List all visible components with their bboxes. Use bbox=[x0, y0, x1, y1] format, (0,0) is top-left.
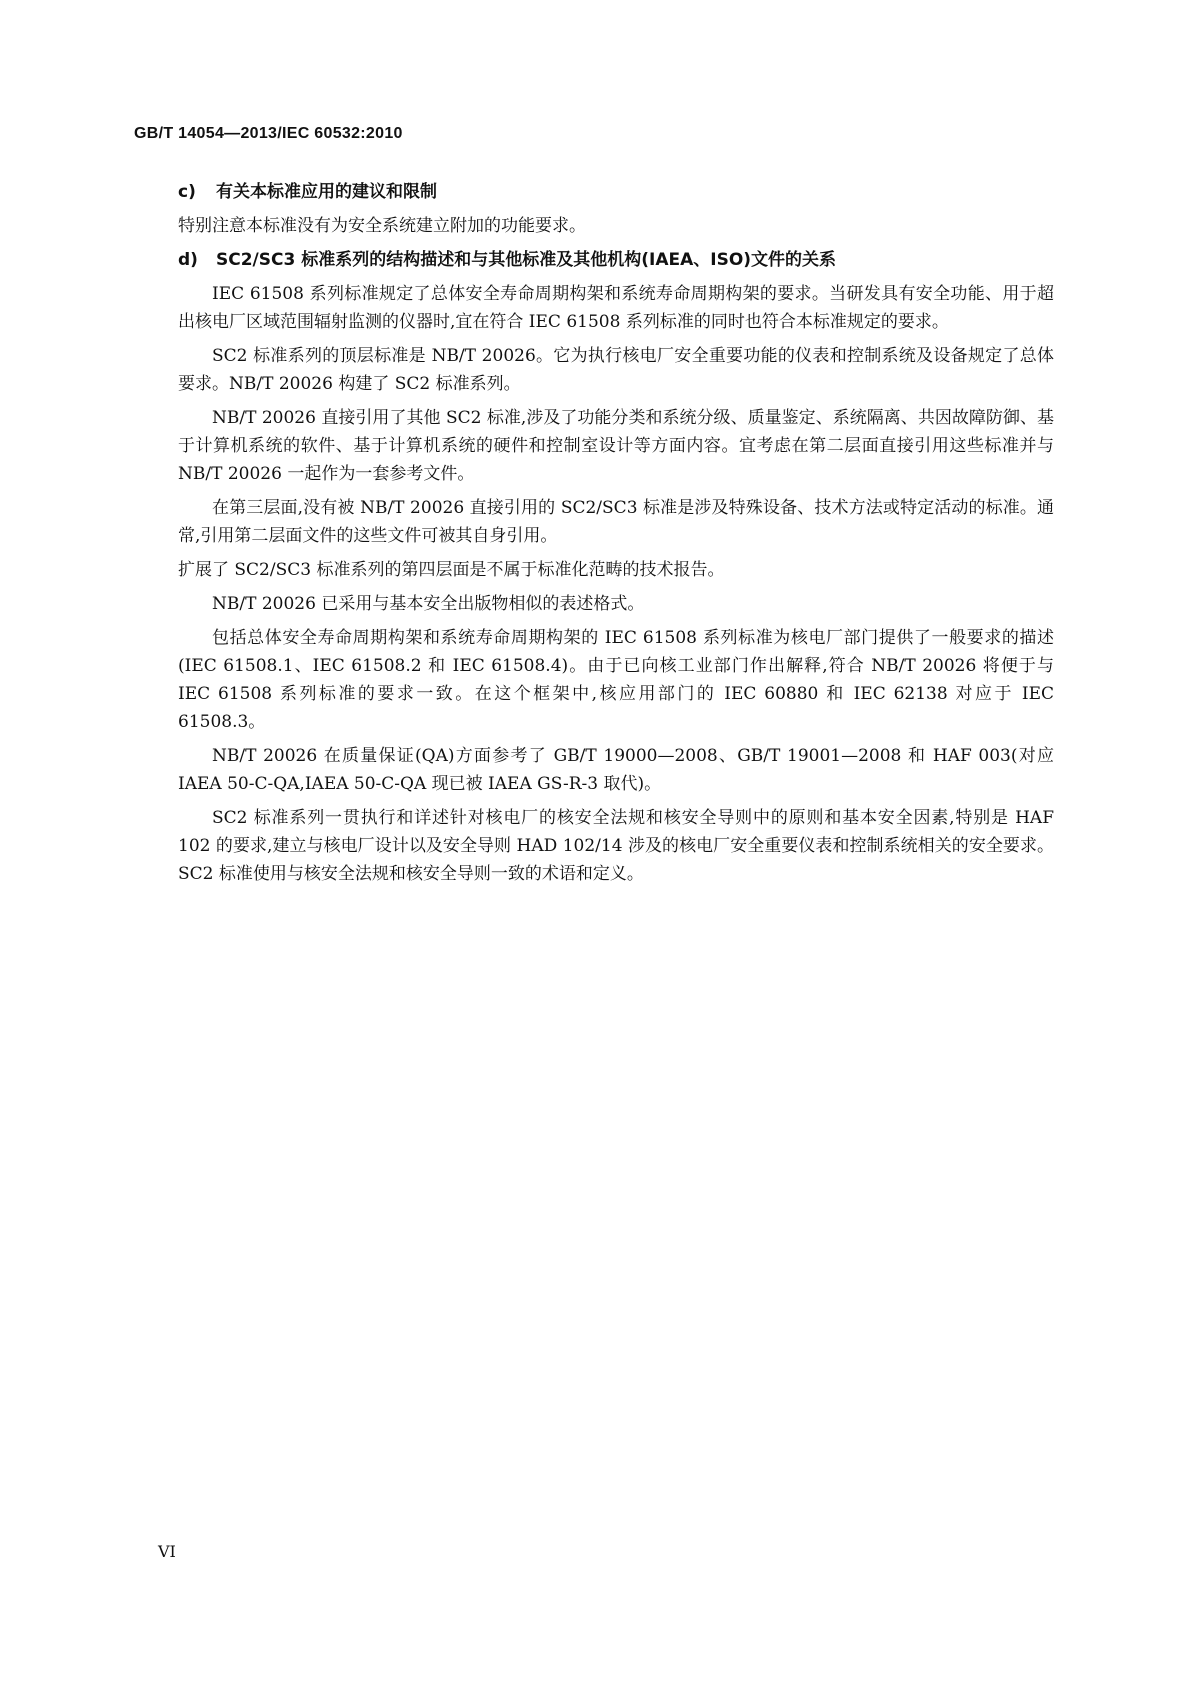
paragraph: NB/T 20026 已采用与基本安全出版物相似的表述格式。 bbox=[212, 594, 645, 614]
paragraph: SC2 标准系列一贯执行和详述针对核电厂的核安全法规和核安全导则中的原则和基本安全因素,特别是 HAF 102 的要求,建立与核电厂设计以及安全导则 HAD 102/14 涉及的核电厂安全重要仪表和控制系统相关的安全要求。SC2 标准使用与核安全法规和核安全导则一致的术语和定义。 bbox=[178, 808, 1054, 884]
paragraph: SC2 标准系列的顶层标准是 NB/T 20026。它为执行核电厂安全重要功能的仪表和控制系统及设备规定了总体要求。NB/T 20026 构建了 SC2 标准系列。 bbox=[178, 346, 1054, 394]
paragraph: 特别注意本标准没有为安全系统建立附加的功能要求。 bbox=[178, 216, 586, 236]
paragraph: IEC 61508 系列标准规定了总体安全寿命周期构架和系统寿命周期构架的要求。当研发具有安全功能、用于超出核电厂区域范围辐射监测的仪器时,宜在符合 IEC 61508 系列标准的同时也符合本标准规定的要求。 bbox=[178, 284, 1054, 332]
standard-number-header: GB/T 14054—2013/IEC 60532:2010 bbox=[134, 125, 403, 142]
document-body bbox=[178, 178, 1054, 894]
paragraph: NB/T 20026 在质量保证(QA)方面参考了 GB/T 19000—2008、GB/T 19001—2008 和 HAF 003(对应 IAEA 50-C-QA,IAEA 50-C-QA 现已被 IAEA GS-R-3 取代)。 bbox=[178, 746, 1054, 794]
paragraph: NB/T 20026 直接引用了其他 SC2 标准,涉及了功能分类和系统分级、质量鉴定、系统隔离、共因故障防御、基于计算机系统的软件、基于计算机系统的硬件和控制室设计等方面内容。宜考虑在第二层面直接引用这些标准并与 NB/T 20026 一起作为一套参考文件。 bbox=[178, 408, 1054, 484]
section-heading-d bbox=[178, 246, 1054, 274]
section-heading-c bbox=[178, 178, 1054, 206]
paragraph: 扩展了 SC2/SC3 标准系列的第四层面是不属于标准化范畴的技术报告。 bbox=[178, 560, 725, 580]
section-heading-text: 有关本标准应用的建议和限制 bbox=[216, 182, 437, 202]
list-marker: d) bbox=[178, 250, 198, 270]
paragraph: 包括总体安全寿命周期构架和系统寿命周期构架的 IEC 61508 系列标准为核电厂部门提供了一般要求的描述(IEC 61508.1、IEC 61508.2 和 IEC 61508.4)。由于已向核工业部门作出解释,符合 NB/T 20026 将便于与 IEC 61508 系列标准的要求一致。在这个框架中,核应用部门的 IEC 60880 和 IEC 62138 对应于 IEC 61508.3。 bbox=[178, 628, 1054, 732]
paragraph: 在第三层面,没有被 NB/T 20026 直接引用的 SC2/SC3 标准是涉及特殊设备、技术方法或特定活动的标准。通常,引用第二层面文件的这些文件可被其自身引用。 bbox=[178, 498, 1054, 546]
list-marker: c) bbox=[178, 182, 196, 202]
section-heading-text: SC2/SC3 标准系列的结构描述和与其他标准及其他机构(IAEA、ISO)文件的关系 bbox=[216, 250, 837, 270]
page-number: VI bbox=[158, 1542, 176, 1561]
